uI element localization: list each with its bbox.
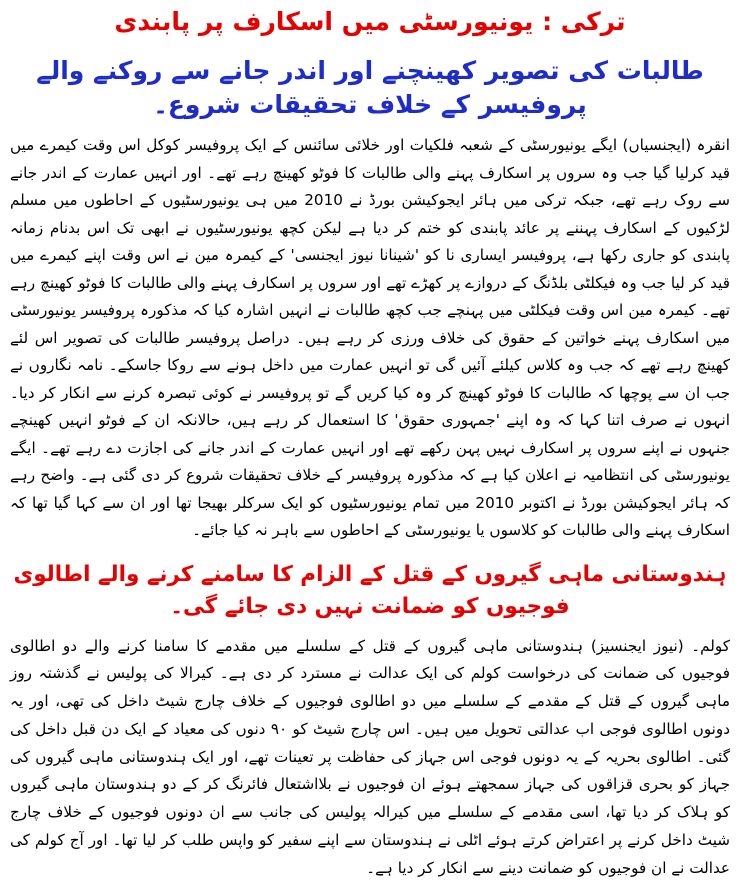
- article-1-body: انقرہ (ایجنسیاں) ایگے یونیورسٹی کے شعبہ فلکیات اور خلائی سائنس کے ایک پروفیسر کوکل اس وقت کیمرے میں قید کرلیا گیا جب وہ سروں پر اسکارف پہنے والی طالبات کا فوٹو کھینچ رہے تھے۔ اور انہیں عمارت کے اندر جانے سے روک رہے تھے، جبکہ ترکی میں ہائر ایجوکیشن بورڈ نے 2010 میں ہی یونیورسٹیوں کے احاطوں میں مسلم لڑکیوں کے اسکارف پہننے پر عائد پابندی کو ختم کر دیا ہے لیکن کچھ یونیورسٹیوں نے ابھی تک اس بدنام زمانہ پابندی کو جاری رکھا ہے، پروفیسر ایساری نا کو 'شینانا نیوز ایجنسی' کے کیمرہ مین نے اس وقت اپنے کیمرے میں قید کر لیا جب وہ فیکلٹی بلڈنگ کے دروازے پر کھڑے تھے اور سروں پر اسکارف پہنے والی طالبات کا فوٹو کھینچ رہے تھے۔ کیمرہ مین اس وقت فیکلٹی میں پہنچے جب کچھ طالبات نے انہیں اشارہ کیا کہ مذکورہ پروفیسر یونیورسٹی میں اسکارف پہنے خواتین کے حقوق کی خلاف ورزی کر رہے ہیں۔ دراصل پروفیسر طالبات کی تصویر اس لئے کھینچ رہے تھے کہ جب وہ کلاس کیلئے آئیں گی تو انہیں عمارت میں داخل ہونے سے روکا جاسکے۔ نامہ نگاروں نے جب ان سے پوچھا کہ طالبات کا فوٹو کھینچ کر وہ کیا کریں گے تو پروفیسر نے کوئی تبصرہ کرنے سے انکار کر دیا۔ انہوں نے صرف اتنا کہا کہ وہ اپنے 'جمہوری حقوق' کا استعمال کر رہے ہیں، حالانکہ ان کے فوٹو انہیں کھینچے جنہوں نے اپنے سروں پر اسکارف نہیں پہن رکھے تھے اور انہیں عمارت کے اندر جانے کی اجازت دے رہے تھے۔ ایگے یونیورسٹی کی انتظامیہ نے اعلان کیا ہے کہ مذکورہ پروفیسر کے خلاف تحقیقات شروع کر دی گئی ہے۔ واضح رہے کہ ہائر ایجوکیشن بورڈ نے اکتوبر 2010 میں تمام یونیورسٹیوں کو ایک سرکلر بھیجا تھا اور ان سے کہا گیا تھا کہ اسکارف پہنے والی طالبات کو کلاسوں یا یونیورسٹی کے احاطوں سے باہر نہ کیا جائے۔: [10, 136, 730, 539]
- article-1-headline: ترکی : یونیورسٹی میں اسکارف پر پابندی: [114, 7, 626, 36]
- article-1-subheadline: طالبات کی تصویر کھینچنے اور اندر جانے سے روکنے والے پروفیسر کے خلاف تحقیقات شروع۔: [36, 56, 704, 119]
- article-2-body: کولم۔ (نیوز ایجنسیز) ہندوستانی ماہی گیروں کے قتل کے سلسلے میں مقدمے کا سامنا کرنے والے دو اطالوی فوجیوں کی ضمانت کی درخواست کولم کی ایک عدالت نے مسترد کر دی ہے۔ کیرالا کی پولیس نے گذشتہ روز ماہی گیروں کے قتل کے مقدمے کے سلسلے میں دو اطالوی فوجیوں کے خلاف چارج شیٹ داخل کی تھی، اور یہ دونوں اطالوی فوجی اب عدالتی تحویل میں ہیں۔ اس چارج شیٹ کو ۹۰ دنوں کی معیاد کے ایک دن قبل داخل کی گئی۔ اطالوی بحریہ کے یہ دونوں فوجی اس جہاز کی حفاظت پر تعینات تھے، اور ایک ہندوستانی ماہی گیروں کی جہاز کو بحری قزاقوں کی جہاز سمجھتے ہوئے ان فوجیوں نے بلااشتعال فائرنگ کر کے دو ہندوستان ماہی گیروں کو ہلاک کر دیا تھا، اسی مقدمے کے سلسلے میں کیرالہ پولیس کی جانب سے ان دونوں فوجیوں کے خلاف چارج شیٹ داخل کرنے پر اعتراض کرتے ہوئے اٹلی نے ہندوستان سے اپنے سفیر کو واپس طلب کر لیا تھا۔ اور آج کولم کی عدالت نے ان فوجیوں کو ضمانت دینے سے انکار کر دیا ہے۔: [10, 636, 730, 877]
- article-2-headline: ہندوستانی ماہی گیروں کے قتل کے الزام کا سامنے کرنے والے اطالوی فوجیوں کو ضمانت نہیں دی جائے گی۔: [13, 561, 727, 619]
